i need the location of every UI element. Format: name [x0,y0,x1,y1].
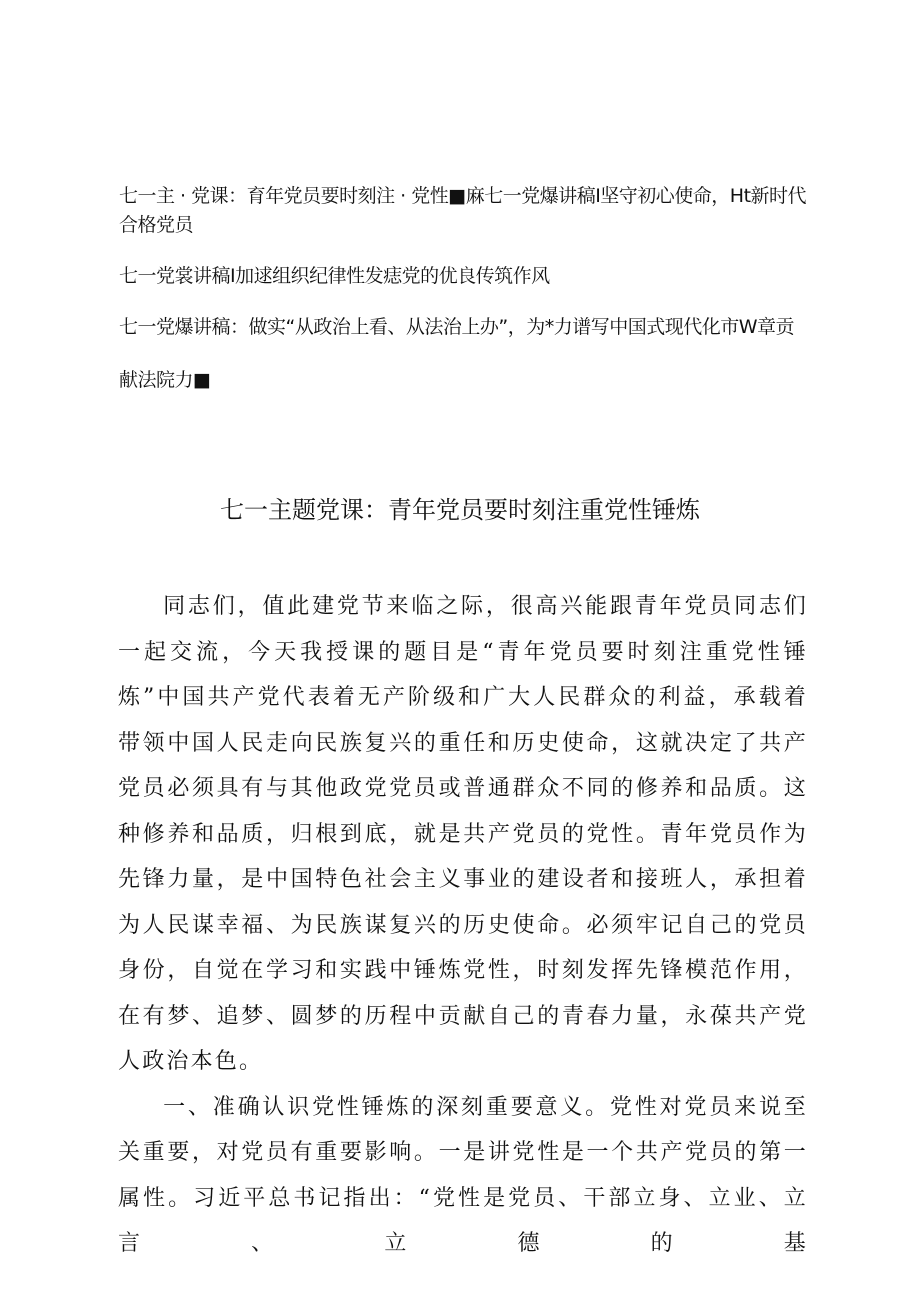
toc-item-1-continued: 合格党员 [119,214,194,236]
article-body [118,584,808,1267]
toc-item-3-continued: 献法院力■ [119,369,211,391]
toc-item-3: 七一党爆讲稿：做实“从政治上看、从法治上办”，为*力谱写中国式现代化市W章贡 [119,316,794,338]
article-title: 七一主题党课：青年党员要时刻注重党性锤炼 [220,496,700,524]
toc-item-2: 七一党裳讲稿I加逑组织纪律性发痣党的优良传筑作风 [119,265,550,287]
paragraph-section-one: 一、准确认识党性锤炼的深刻重要意义。党性对党员来说至关重要，对党员有重要影响。一是讲党性是一个共产党员的第一属性。习近平总书记指出：“党性是党员、干部立身、立业、立言、立德的基 [118,1094,808,1256]
paragraph-intro: 同志们，值此建党节来临之际，很高兴能跟青年党员同志们一起交流，今天我授课的题目是“青年党员要时刻注重党性锤炼”中国共产党代表着无产阶级和广大人民群众的利益，承载着带领中国人民走向民族复兴的重任和历史使命，这就决定了共产党员必须具有与其他政党党员或普通群众不同的修养和品质。这种修养和品质，归根到底，就是共产党员的党性。青年党员作为先锋力量，是中国特色社会主义事业的建设者和接班人，承担着为人民谋幸福、为民族谋复兴的历史使命。必须牢记自己的党员身份，自觉在学习和实践中锤炼党性，时刻发挥先锋模范作用，在有梦、追梦、圆梦的历程中贡献自己的青春力量，永葆共产党人政治本色。 [118,594,808,1074]
toc-item-1: 七一主 · 党课：育年党员要时刻注 · 党性■麻七一党爆讲稿I坚守初心使命，Ht新时代 [119,185,807,207]
